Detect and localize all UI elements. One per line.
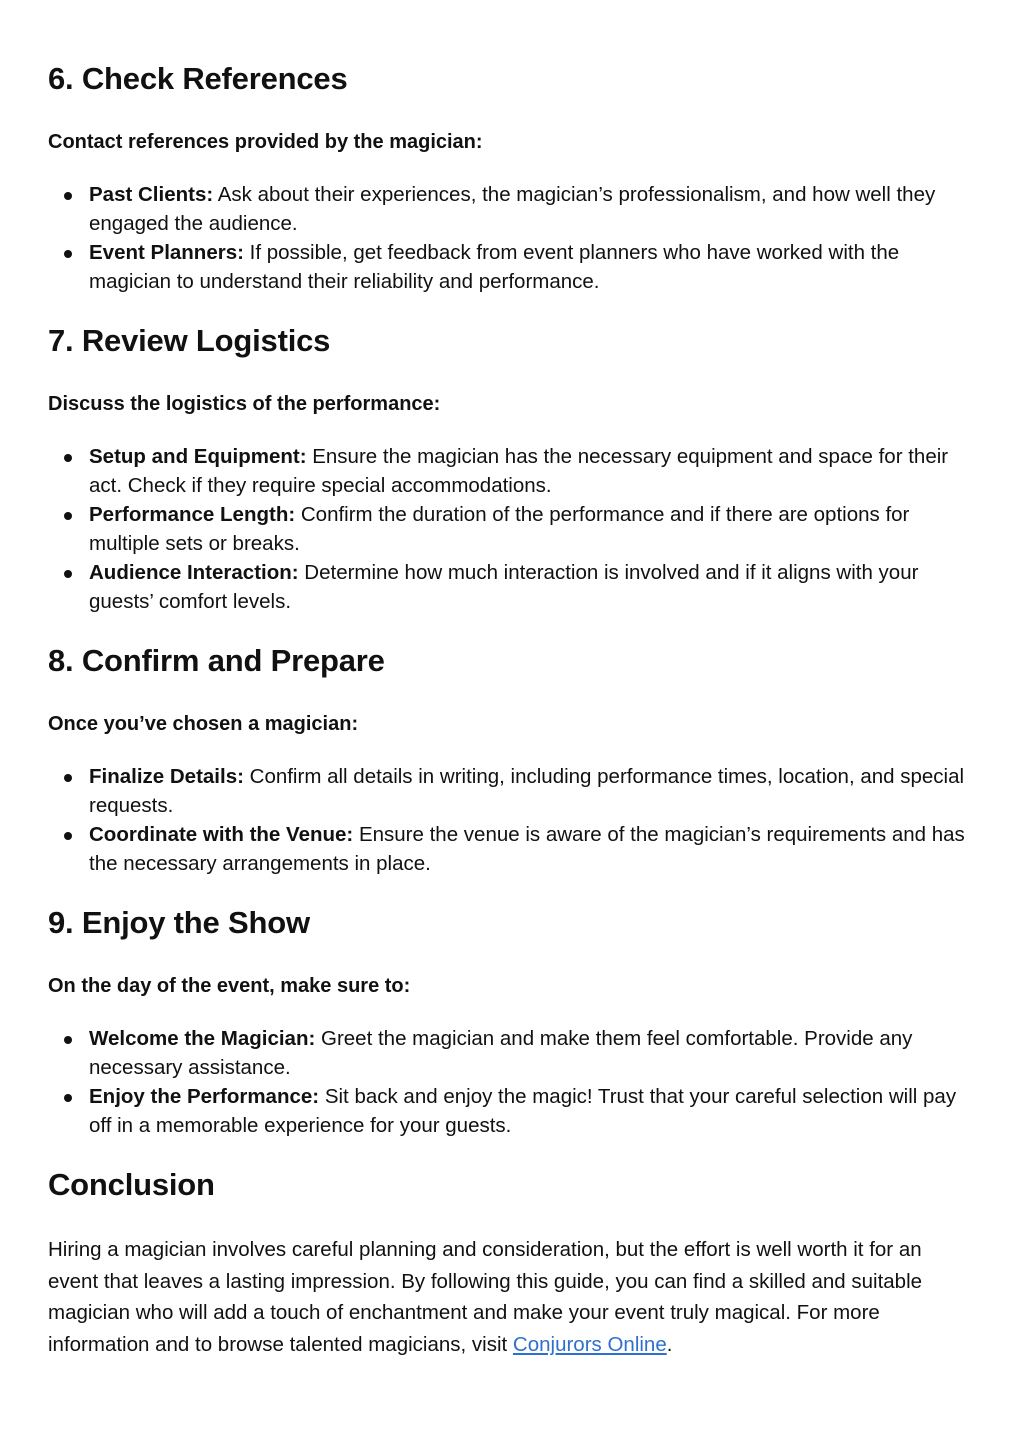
item-text: Ask about their experiences, the magician’s professionalism, and how well they engaged the audience. <box>89 183 936 235</box>
section-heading: 8. Confirm and Prepare <box>48 643 385 678</box>
section-confirm-and-prepare <box>48 640 976 878</box>
item-text: Confirm the duration of the performance and if there are options for multiple sets or breaks. <box>89 503 910 555</box>
bullet-list <box>48 1024 976 1140</box>
section-conclusion <box>48 1164 976 1360</box>
bullet-list <box>48 180 976 296</box>
item-text: Sit back and enjoy the magic! Trust that your careful selection will pay off in a memorable experience for your guests. <box>89 1085 957 1137</box>
item-text: Confirm all details in writing, including performance times, location, and special requests. <box>89 765 965 817</box>
item-term: Audience Interaction: <box>89 561 299 584</box>
item-term: Setup and Equipment: <box>89 445 307 468</box>
item-text: Determine how much interaction is involved and if it aligns with your guests’ comfort levels. <box>89 561 919 613</box>
bullet-list <box>48 442 976 616</box>
section-heading: 7. Review Logistics <box>48 323 331 358</box>
item-term: Coordinate with the Venue: <box>89 823 354 846</box>
section-enjoy-the-show <box>48 902 976 1140</box>
section-intro: On the day of the event, make sure to: <box>48 975 411 997</box>
section-check-references <box>48 58 976 296</box>
item-text: Ensure the magician has the necessary equipment and space for their act. Check if they require special accommodations. <box>89 445 949 497</box>
list-item <box>48 442 976 500</box>
list-item <box>48 820 976 878</box>
list-item <box>48 238 976 296</box>
item-text: If possible, get feedback from event planners who have worked with the magician to understand their reliability and performance. <box>89 241 900 293</box>
conclusion-text: Hiring a magician involves careful planning and consideration, but the effort is well worth it for an event that leaves a lasting impression. By following this guide, you can find a skilled and suitable magician who will add a touch of enchantment and make your event truly magical. For more information and to browse talented magicians, visit <box>48 1238 923 1356</box>
bullet-list <box>48 762 976 878</box>
item-term: Event Planners: <box>89 241 244 264</box>
section-review-logistics <box>48 320 976 616</box>
conclusion-paragraph <box>48 1234 976 1360</box>
item-term: Finalize Details: <box>89 765 244 788</box>
item-text: Greet the magician and make them feel comfortable. Provide any necessary assistance. <box>89 1027 913 1079</box>
list-item <box>48 180 976 238</box>
section-heading: 6. Check References <box>48 61 348 96</box>
item-term: Performance Length: <box>89 503 296 526</box>
section-intro: Contact references provided by the magician: <box>48 131 483 153</box>
section-heading: 9. Enjoy the Show <box>48 905 310 940</box>
section-intro: Once you’ve chosen a magician: <box>48 713 359 735</box>
section-heading: Conclusion <box>48 1167 215 1202</box>
list-item <box>48 762 976 820</box>
list-item <box>48 1024 976 1082</box>
conclusion-period: . <box>666 1332 673 1356</box>
item-text: Ensure the venue is aware of the magician’s requirements and has the necessary arrangements in place. <box>89 823 965 875</box>
conjurors-online-link[interactable]: Conjurors Online <box>512 1332 667 1356</box>
item-term: Enjoy the Performance: <box>89 1085 320 1108</box>
section-intro: Discuss the logistics of the performance: <box>48 393 441 415</box>
list-item <box>48 1082 976 1140</box>
list-item <box>48 500 976 558</box>
item-term: Welcome the Magician: <box>89 1027 316 1050</box>
item-term: Past Clients: <box>89 183 214 206</box>
list-item <box>48 558 976 616</box>
